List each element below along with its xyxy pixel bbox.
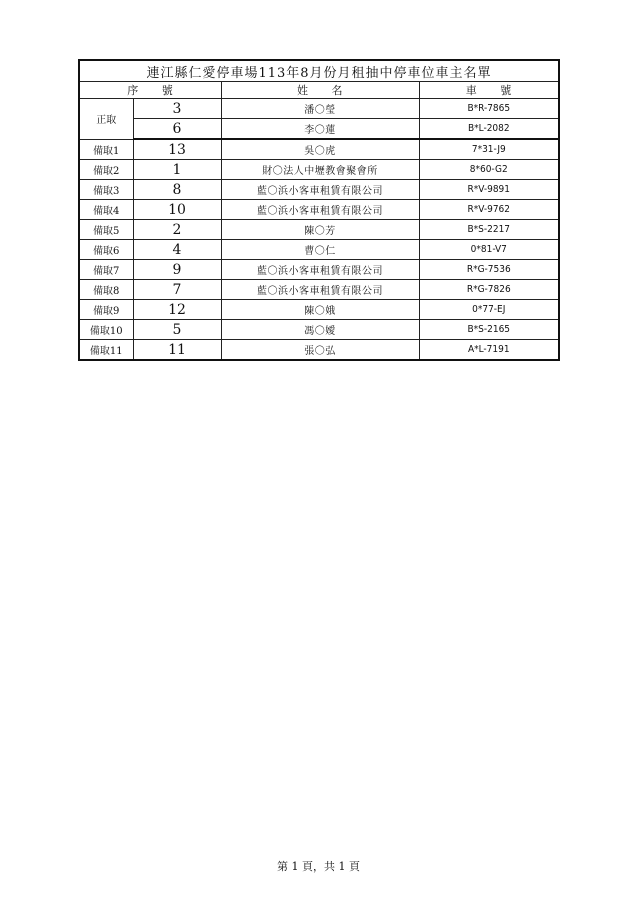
seq-cell: 7: [133, 280, 221, 300]
alternate-label: 備取7: [79, 260, 133, 280]
alternate-label: 備取5: [79, 220, 133, 240]
primary-row: [79, 119, 559, 140]
name-cell: 財〇法人中壢教會聚會所: [221, 160, 419, 180]
alternate-row: [79, 200, 559, 220]
page-footer: 第 1 頁，共 1 頁: [277, 860, 360, 873]
plate-cell: B*R-7865: [419, 99, 559, 119]
seq-cell: 13: [133, 139, 221, 160]
alternate-label: 備取11: [79, 340, 133, 361]
seq-cell: 4: [133, 240, 221, 260]
alternate-label: 備取8: [79, 280, 133, 300]
alternate-row: [79, 240, 559, 260]
alternate-label: 備取10: [79, 320, 133, 340]
name-cell: 藍〇浜小客車租賃有限公司: [221, 260, 419, 280]
plate-cell: R*G-7536: [419, 260, 559, 280]
alternate-row: [79, 320, 559, 340]
primary-label: 正取: [79, 99, 133, 140]
plate-cell: 0*81-V7: [419, 240, 559, 260]
title-row: [79, 60, 559, 82]
document-title: 連江縣仁愛停車場113年8月份月租抽中停車位車主名單: [79, 60, 559, 82]
name-cell: 陳〇娥: [221, 300, 419, 320]
plate-cell: R*V-9891: [419, 180, 559, 200]
name-cell: 吳〇虎: [221, 139, 419, 160]
plate-cell: A*L-7191: [419, 340, 559, 361]
name-cell: 馮〇嬡: [221, 320, 419, 340]
primary-row: [79, 99, 559, 119]
plate-cell: B*S-2217: [419, 220, 559, 240]
alternate-label: 備取3: [79, 180, 133, 200]
alternate-row: [79, 139, 559, 160]
seq-cell: 6: [133, 119, 221, 140]
alternates-body: [79, 139, 559, 360]
plate-cell: B*L-2082: [419, 119, 559, 140]
name-cell: 李〇蓮: [221, 119, 419, 140]
seq-cell: 11: [133, 340, 221, 361]
plate-cell: B*S-2165: [419, 320, 559, 340]
seq-cell: 5: [133, 320, 221, 340]
alternate-row: [79, 280, 559, 300]
name-cell: 潘〇瑩: [221, 99, 419, 119]
header-seq: 序 號: [79, 82, 221, 99]
alternate-label: 備取9: [79, 300, 133, 320]
seq-cell: 1: [133, 160, 221, 180]
header-name: 姓 名: [221, 82, 419, 99]
seq-cell: 3: [133, 99, 221, 119]
plate-cell: R*G-7826: [419, 280, 559, 300]
alternate-label: 備取4: [79, 200, 133, 220]
winner-table: [78, 59, 560, 361]
seq-cell: 9: [133, 260, 221, 280]
name-cell: 藍〇浜小客車租賃有限公司: [221, 280, 419, 300]
alternate-row: [79, 220, 559, 240]
name-cell: 曹〇仁: [221, 240, 419, 260]
alternate-label: 備取6: [79, 240, 133, 260]
seq-cell: 8: [133, 180, 221, 200]
plate-cell: 8*60-G2: [419, 160, 559, 180]
parking-winner-sheet: [78, 59, 558, 361]
alternate-row: [79, 160, 559, 180]
alternate-row: [79, 340, 559, 361]
seq-cell: 12: [133, 300, 221, 320]
alternate-label: 備取2: [79, 160, 133, 180]
name-cell: 藍〇浜小客車租賃有限公司: [221, 200, 419, 220]
name-cell: 陳〇芳: [221, 220, 419, 240]
alternate-label: 備取1: [79, 139, 133, 160]
header-row: [79, 82, 559, 99]
name-cell: 張〇弘: [221, 340, 419, 361]
header-plate: 車 號: [419, 82, 559, 99]
alternate-row: [79, 260, 559, 280]
plate-cell: R*V-9762: [419, 200, 559, 220]
seq-cell: 10: [133, 200, 221, 220]
alternate-row: [79, 300, 559, 320]
seq-cell: 2: [133, 220, 221, 240]
plate-cell: 7*31-J9: [419, 139, 559, 160]
name-cell: 藍〇浜小客車租賃有限公司: [221, 180, 419, 200]
alternate-row: [79, 180, 559, 200]
plate-cell: 0*77-EJ: [419, 300, 559, 320]
